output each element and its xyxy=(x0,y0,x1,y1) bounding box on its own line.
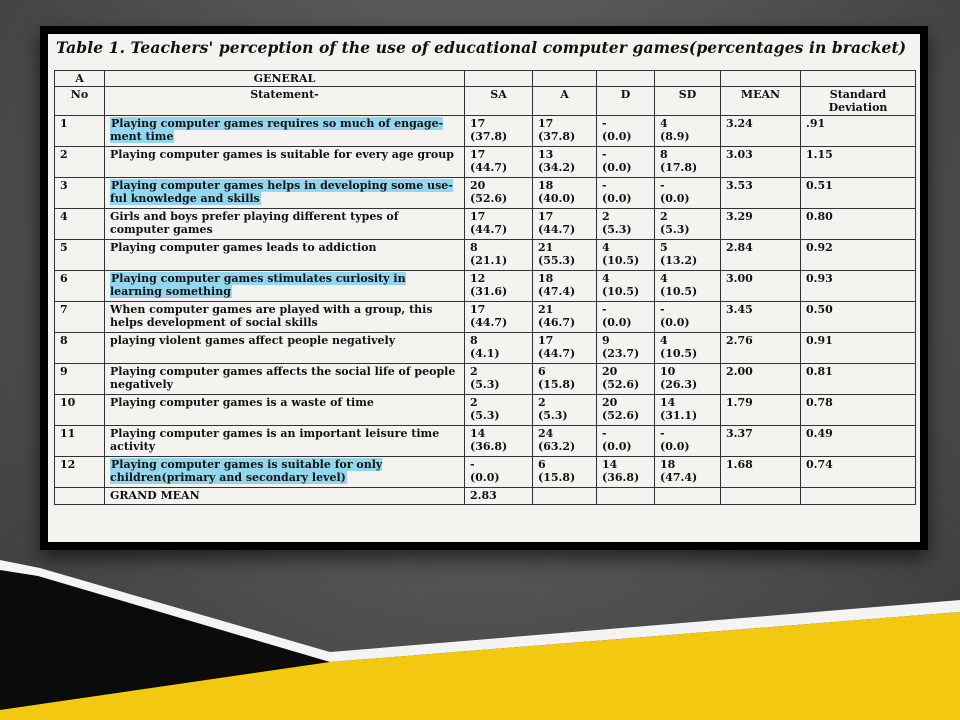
sd-count: 10 xyxy=(660,365,676,378)
sa-count: 17 xyxy=(470,303,486,316)
section-title: GENERAL xyxy=(105,71,465,87)
statement-cell xyxy=(105,271,465,302)
a-cell xyxy=(533,271,597,302)
statement-cell xyxy=(105,178,465,209)
table-row xyxy=(55,240,916,271)
d-count: 20 xyxy=(602,396,618,409)
d-count: 4 xyxy=(602,241,610,254)
statement-cell xyxy=(105,364,465,395)
row-number: 1 xyxy=(55,116,105,147)
a-percent: (15.8) xyxy=(538,378,576,391)
perception-table xyxy=(54,70,916,505)
sd-count: 8 xyxy=(660,148,668,161)
row-number: 2 xyxy=(55,147,105,178)
row-number: 7 xyxy=(55,302,105,333)
sd-percent: (17.8) xyxy=(660,161,698,174)
sd-cell xyxy=(655,240,721,271)
sd-cell xyxy=(655,116,721,147)
d-cell xyxy=(597,333,655,364)
std-cell: 0.93 xyxy=(801,271,916,302)
sa-count: 17 xyxy=(470,210,486,223)
d-count: 4 xyxy=(602,272,610,285)
grand-mean-row xyxy=(55,488,916,505)
std-cell: 0.78 xyxy=(801,395,916,426)
mean-cell: 2.76 xyxy=(721,333,801,364)
d-count: 20 xyxy=(602,365,618,378)
col-statement: Statement- xyxy=(105,87,465,116)
table-row xyxy=(55,209,916,240)
grand-mean-value: 2.83 xyxy=(465,488,533,505)
a-cell xyxy=(533,209,597,240)
a-count: 18 xyxy=(538,272,554,285)
sd-count: 4 xyxy=(660,117,668,130)
std-cell: 0.81 xyxy=(801,364,916,395)
d-percent: (0.0) xyxy=(602,440,632,453)
sa-percent: (44.7) xyxy=(470,316,508,329)
mean-cell: 3.37 xyxy=(721,426,801,457)
col-mean: MEAN xyxy=(721,87,801,116)
col-sa: SA xyxy=(465,87,533,116)
a-cell xyxy=(533,426,597,457)
sd-cell xyxy=(655,209,721,240)
sd-count: 18 xyxy=(660,458,676,471)
d-cell xyxy=(597,178,655,209)
sa-percent: (31.6) xyxy=(470,285,508,298)
a-percent: (44.7) xyxy=(538,347,576,360)
std-cell: 0.74 xyxy=(801,457,916,488)
d-cell xyxy=(597,271,655,302)
row-number: 8 xyxy=(55,333,105,364)
d-count: - xyxy=(602,117,607,130)
sa-count: 8 xyxy=(470,334,478,347)
statement-text: Playing computer games is a waste of time xyxy=(110,396,374,409)
row-number: 11 xyxy=(55,426,105,457)
sd-count: 5 xyxy=(660,241,668,254)
a-percent: (63.2) xyxy=(538,440,576,453)
d-percent: (0.0) xyxy=(602,192,632,205)
sd-percent: (47.4) xyxy=(660,471,698,484)
sd-cell xyxy=(655,178,721,209)
row-number: 6 xyxy=(55,271,105,302)
sa-percent: (21.1) xyxy=(470,254,508,267)
sd-cell xyxy=(655,271,721,302)
row-number: 5 xyxy=(55,240,105,271)
col-no: No xyxy=(55,87,105,116)
sa-percent: (44.7) xyxy=(470,223,508,236)
d-cell xyxy=(597,302,655,333)
mean-cell: 3.03 xyxy=(721,147,801,178)
sd-percent: (5.3) xyxy=(660,223,690,236)
sa-cell xyxy=(465,333,533,364)
d-cell xyxy=(597,240,655,271)
std-cell: 1.15 xyxy=(801,147,916,178)
grand-mean-label: GRAND MEAN xyxy=(105,488,465,505)
statement-cell xyxy=(105,116,465,147)
d-percent: (10.5) xyxy=(602,254,640,267)
a-percent: (55.3) xyxy=(538,254,576,267)
table-row xyxy=(55,333,916,364)
table-row xyxy=(55,364,916,395)
a-count: 21 xyxy=(538,241,554,254)
d-cell xyxy=(597,209,655,240)
table-row xyxy=(55,147,916,178)
row-number: 3 xyxy=(55,178,105,209)
section-letter: A xyxy=(55,71,105,87)
statement-cell xyxy=(105,302,465,333)
a-count: 17 xyxy=(538,210,554,223)
statement-cell xyxy=(105,147,465,178)
sa-cell xyxy=(465,271,533,302)
a-cell xyxy=(533,178,597,209)
sa-cell xyxy=(465,364,533,395)
sa-cell xyxy=(465,178,533,209)
sd-count: 4 xyxy=(660,272,668,285)
a-cell xyxy=(533,240,597,271)
statement-text: Playing computer games is suitable for only children(primary and secondary level) xyxy=(110,458,383,484)
std-cell: 0.50 xyxy=(801,302,916,333)
d-count: - xyxy=(602,148,607,161)
a-count: 17 xyxy=(538,117,554,130)
mean-cell: 1.79 xyxy=(721,395,801,426)
sa-percent: (36.8) xyxy=(470,440,508,453)
table-row xyxy=(55,395,916,426)
statement-text: Playing computer games is an important leisure time activity xyxy=(110,427,440,453)
a-percent: (5.3) xyxy=(538,409,568,422)
sa-count: 14 xyxy=(470,427,486,440)
sa-count: 8 xyxy=(470,241,478,254)
a-cell xyxy=(533,364,597,395)
a-cell xyxy=(533,302,597,333)
table-caption: Table 1. Teachers' perception of the use of educational computer games(percentages in bracket) xyxy=(56,38,907,57)
sd-cell xyxy=(655,457,721,488)
section-header-row xyxy=(55,71,916,87)
sd-cell xyxy=(655,395,721,426)
statement-cell xyxy=(105,240,465,271)
sa-cell xyxy=(465,395,533,426)
statement-text: Playing computer games leads to addiction xyxy=(110,241,377,254)
sd-percent: (0.0) xyxy=(660,440,690,453)
sd-percent: (13.2) xyxy=(660,254,698,267)
statement-text: playing violent games affect people negatively xyxy=(110,334,396,347)
d-count: - xyxy=(602,427,607,440)
sa-cell xyxy=(465,147,533,178)
sd-cell xyxy=(655,302,721,333)
a-cell xyxy=(533,147,597,178)
sa-count: - xyxy=(470,458,475,471)
row-number: 10 xyxy=(55,395,105,426)
statement-cell xyxy=(105,457,465,488)
mean-cell: 3.53 xyxy=(721,178,801,209)
sa-cell xyxy=(465,302,533,333)
sa-percent: (0.0) xyxy=(470,471,500,484)
statement-cell xyxy=(105,209,465,240)
sd-cell xyxy=(655,364,721,395)
a-count: 2 xyxy=(538,396,546,409)
a-percent: (46.7) xyxy=(538,316,576,329)
sa-cell xyxy=(465,209,533,240)
a-count: 13 xyxy=(538,148,554,161)
sa-count: 20 xyxy=(470,179,486,192)
sa-percent: (44.7) xyxy=(470,161,508,174)
table-row xyxy=(55,302,916,333)
sa-cell xyxy=(465,426,533,457)
sd-percent: (10.5) xyxy=(660,347,698,360)
std-cell: 0.92 xyxy=(801,240,916,271)
statement-text: Playing computer games helps in developing some use-ful knowledge and skills xyxy=(110,179,453,205)
sa-percent: (5.3) xyxy=(470,378,500,391)
std-cell: 0.51 xyxy=(801,178,916,209)
mean-cell: 2.84 xyxy=(721,240,801,271)
d-percent: (23.7) xyxy=(602,347,640,360)
a-count: 17 xyxy=(538,334,554,347)
d-percent: (5.3) xyxy=(602,223,632,236)
sd-cell xyxy=(655,333,721,364)
sd-count: - xyxy=(660,427,665,440)
sd-percent: (26.3) xyxy=(660,378,698,391)
d-cell xyxy=(597,395,655,426)
sa-cell xyxy=(465,240,533,271)
a-cell xyxy=(533,333,597,364)
a-count: 6 xyxy=(538,458,546,471)
d-cell xyxy=(597,426,655,457)
a-percent: (34.2) xyxy=(538,161,576,174)
d-count: 14 xyxy=(602,458,618,471)
std-cell: 0.91 xyxy=(801,333,916,364)
d-cell xyxy=(597,457,655,488)
d-count: 9 xyxy=(602,334,610,347)
column-header-row xyxy=(55,87,916,116)
d-percent: (0.0) xyxy=(602,316,632,329)
scanned-table-image xyxy=(48,34,920,542)
d-percent: (52.6) xyxy=(602,378,640,391)
statement-text: Playing computer games is suitable for every age group xyxy=(110,148,454,161)
d-percent: (0.0) xyxy=(602,161,632,174)
slide-decoration xyxy=(0,540,960,720)
mean-cell: 1.68 xyxy=(721,457,801,488)
statement-cell xyxy=(105,333,465,364)
statement-cell xyxy=(105,395,465,426)
statement-text: When computer games are played with a group, this helps development of social skills xyxy=(110,303,433,329)
mean-cell: 3.45 xyxy=(721,302,801,333)
table-row xyxy=(55,178,916,209)
d-cell xyxy=(597,364,655,395)
d-count: - xyxy=(602,303,607,316)
sa-percent: (5.3) xyxy=(470,409,500,422)
sd-cell xyxy=(655,426,721,457)
std-cell: .91 xyxy=(801,116,916,147)
sa-count: 17 xyxy=(470,117,486,130)
statement-cell xyxy=(105,426,465,457)
sd-percent: (8.9) xyxy=(660,130,690,143)
a-count: 6 xyxy=(538,365,546,378)
sd-count: 14 xyxy=(660,396,676,409)
a-percent: (40.0) xyxy=(538,192,576,205)
sd-percent: (0.0) xyxy=(660,192,690,205)
a-count: 24 xyxy=(538,427,554,440)
statement-text: Playing computer games stimulates curiosity in learning something xyxy=(110,272,406,298)
sd-percent: (31.1) xyxy=(660,409,698,422)
sd-cell xyxy=(655,147,721,178)
col-sd: SD xyxy=(655,87,721,116)
sa-percent: (4.1) xyxy=(470,347,500,360)
sa-percent: (52.6) xyxy=(470,192,508,205)
row-number: 4 xyxy=(55,209,105,240)
sa-count: 2 xyxy=(470,365,478,378)
col-d: D xyxy=(597,87,655,116)
a-cell xyxy=(533,457,597,488)
a-cell xyxy=(533,116,597,147)
sd-percent: (10.5) xyxy=(660,285,698,298)
sd-count: 2 xyxy=(660,210,668,223)
d-cell xyxy=(597,116,655,147)
d-count: 2 xyxy=(602,210,610,223)
sa-count: 12 xyxy=(470,272,486,285)
statement-text: Playing computer games affects the social life of people negatively xyxy=(110,365,456,391)
mean-cell: 2.00 xyxy=(721,364,801,395)
a-count: 21 xyxy=(538,303,554,316)
d-percent: (52.6) xyxy=(602,409,640,422)
table-row xyxy=(55,426,916,457)
a-percent: (47.4) xyxy=(538,285,576,298)
d-percent: (0.0) xyxy=(602,130,632,143)
mean-cell: 3.29 xyxy=(721,209,801,240)
table-row xyxy=(55,457,916,488)
row-number: 9 xyxy=(55,364,105,395)
mean-cell: 3.00 xyxy=(721,271,801,302)
row-number: 12 xyxy=(55,457,105,488)
sd-count: - xyxy=(660,303,665,316)
a-percent: (15.8) xyxy=(538,471,576,484)
std-cell: 0.80 xyxy=(801,209,916,240)
a-percent: (37.8) xyxy=(538,130,576,143)
std-cell: 0.49 xyxy=(801,426,916,457)
sa-count: 17 xyxy=(470,148,486,161)
col-std: Standard Deviation xyxy=(801,87,916,116)
sa-cell xyxy=(465,116,533,147)
table-row xyxy=(55,116,916,147)
sa-percent: (37.8) xyxy=(470,130,508,143)
sa-count: 2 xyxy=(470,396,478,409)
a-count: 18 xyxy=(538,179,554,192)
a-percent: (44.7) xyxy=(538,223,576,236)
a-cell xyxy=(533,395,597,426)
sd-count: - xyxy=(660,179,665,192)
mean-cell: 3.24 xyxy=(721,116,801,147)
sd-count: 4 xyxy=(660,334,668,347)
table-row xyxy=(55,271,916,302)
col-a: A xyxy=(533,87,597,116)
d-percent: (36.8) xyxy=(602,471,640,484)
d-percent: (10.5) xyxy=(602,285,640,298)
statement-text: Girls and boys prefer playing different types of computer games xyxy=(110,210,399,236)
sa-cell xyxy=(465,457,533,488)
d-count: - xyxy=(602,179,607,192)
statement-text: Playing computer games requires so much of engage-ment time xyxy=(110,117,444,143)
d-cell xyxy=(597,147,655,178)
sd-percent: (0.0) xyxy=(660,316,690,329)
